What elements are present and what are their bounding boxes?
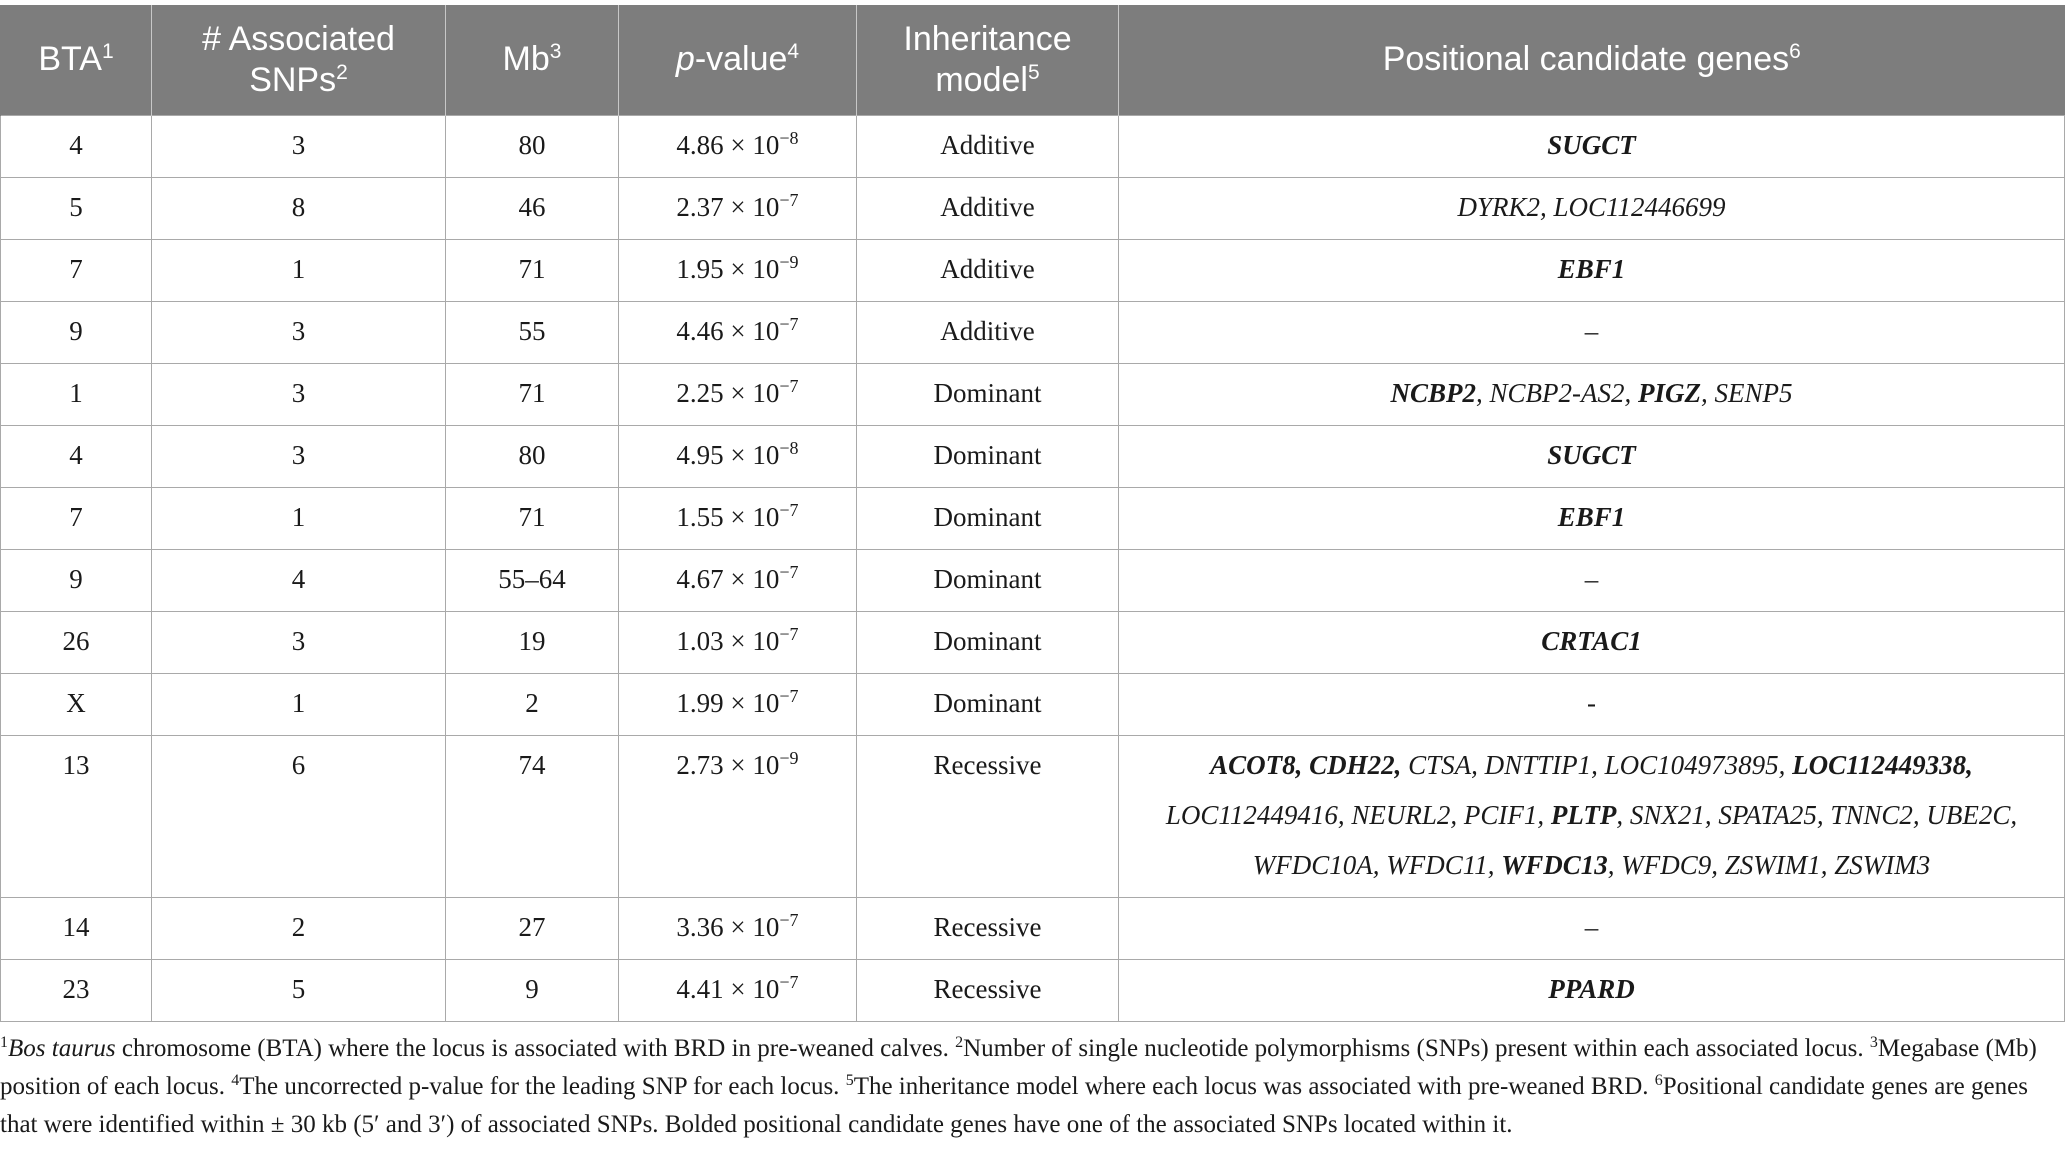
gene-bold: SUGCT: [1547, 439, 1636, 470]
cell-snps: 1: [152, 673, 446, 735]
cell-candidate-genes: [1119, 239, 2065, 301]
cell-snps: 6: [152, 735, 446, 897]
cell-mb: 55–64: [446, 549, 619, 611]
gene-bold: PPARD: [1548, 973, 1635, 1004]
p-value-base: 2.25 × 10: [676, 377, 780, 408]
gene-text: -: [1587, 687, 1596, 718]
cell-p-value: [619, 673, 857, 735]
header-candidate-genes: Positional candidate genes$^6$: [1119, 5, 2065, 115]
cell-candidate-genes: [1119, 959, 2065, 1021]
cell-p-value: [619, 959, 857, 1021]
table-row: [1, 897, 2065, 959]
cell-inheritance-model: Dominant: [857, 363, 1119, 425]
gene-bold: PLTP: [1550, 799, 1617, 830]
gene-bold: WFDC13: [1501, 849, 1608, 880]
p-value-base: 4.41 × 10: [676, 973, 780, 1004]
cell-bta: 9: [1, 301, 152, 363]
gene-bold: EBF1: [1557, 253, 1626, 284]
cell-snps: 1: [152, 487, 446, 549]
table-row: [1, 959, 2065, 1021]
cell-candidate-genes: [1119, 735, 2065, 897]
cell-bta: 1: [1, 363, 152, 425]
gene-bold: SUGCT: [1547, 129, 1636, 160]
footnote-marker: 6: [1654, 1072, 1663, 1089]
table-row: [1, 115, 2065, 177]
p-value-base: 1.99 × 10: [676, 687, 780, 718]
cell-p-value: [619, 177, 857, 239]
cell-inheritance-model: Recessive: [857, 897, 1119, 959]
cell-bta: X: [1, 673, 152, 735]
p-value-base: 4.86 × 10: [676, 129, 780, 160]
cell-mb: 80: [446, 115, 619, 177]
footnote-italic: Bos taurus: [8, 1035, 116, 1062]
gene-bold: NCBP2: [1390, 377, 1476, 408]
cell-snps: 4: [152, 549, 446, 611]
cell-p-value: [619, 611, 857, 673]
table-row: [1, 425, 2065, 487]
cell-inheritance-model: Dominant: [857, 549, 1119, 611]
cell-snps: 3: [152, 425, 446, 487]
cell-mb: 46: [446, 177, 619, 239]
cell-p-value: [619, 425, 857, 487]
header-bta: BTA$^1$: [1, 5, 152, 115]
cell-snps: 8: [152, 177, 446, 239]
cell-snps: 1: [152, 239, 446, 301]
cell-candidate-genes: [1119, 487, 2065, 549]
gene-text: , NCBP2-AS2,: [1476, 377, 1638, 408]
cell-candidate-genes: [1119, 549, 2065, 611]
cell-inheritance-model: Dominant: [857, 487, 1119, 549]
cell-p-value: [619, 115, 857, 177]
table-row: [1, 487, 2065, 549]
cell-bta: 26: [1, 611, 152, 673]
gene-text: , SENP5: [1701, 377, 1793, 408]
cell-inheritance-model: Dominant: [857, 673, 1119, 735]
cell-candidate-genes: [1119, 177, 2065, 239]
p-value-base: 1.95 × 10: [676, 253, 780, 284]
gene-text: –: [1584, 315, 1599, 346]
gene-text: , WFDC9, ZSWIM1, ZSWIM3: [1607, 849, 1931, 880]
cell-mb: 55: [446, 301, 619, 363]
cell-mb: 9: [446, 959, 619, 1021]
cell-inheritance-model: Dominant: [857, 611, 1119, 673]
cell-snps: 3: [152, 363, 446, 425]
cell-mb: 80: [446, 425, 619, 487]
cell-candidate-genes: [1119, 425, 2065, 487]
cell-p-value: [619, 549, 857, 611]
cell-bta: 4: [1, 115, 152, 177]
cell-bta: 13: [1, 735, 152, 897]
cell-p-value: [619, 301, 857, 363]
cell-candidate-genes: [1119, 363, 2065, 425]
table-row: [1, 177, 2065, 239]
cell-p-value: [619, 897, 857, 959]
cell-inheritance-model: Dominant: [857, 425, 1119, 487]
table-row: [1, 735, 2065, 897]
p-value-base: 4.67 × 10: [676, 563, 780, 594]
p-value-exponent: −8: [779, 127, 799, 148]
cell-inheritance-model: Additive: [857, 301, 1119, 363]
p-value-base: 1.55 × 10: [676, 501, 780, 532]
table-footnotes: [0, 1030, 2060, 1144]
footnote-text: The inheritance model where each locus was associated with pre-weaned BRD.: [853, 1073, 1655, 1100]
p-value-exponent: −7: [779, 189, 799, 210]
cell-bta: 9: [1, 549, 152, 611]
cell-mb: 27: [446, 897, 619, 959]
cell-inheritance-model: Recessive: [857, 735, 1119, 897]
cell-bta: 23: [1, 959, 152, 1021]
cell-inheritance-model: Additive: [857, 177, 1119, 239]
header-inheritance-model: Inheritance model$^5$: [857, 5, 1119, 115]
cell-bta: 4: [1, 425, 152, 487]
footnote-text: The uncorrected p-value for the leading SNP for each locus.: [239, 1073, 846, 1100]
p-value-exponent: −7: [779, 561, 799, 582]
cell-mb: 71: [446, 239, 619, 301]
header-mb: Mb$^3$: [446, 5, 619, 115]
p-value-exponent: −7: [779, 623, 799, 644]
p-value-exponent: −8: [779, 437, 799, 458]
cell-mb: 71: [446, 487, 619, 549]
p-value-base: 2.37 × 10: [676, 191, 780, 222]
gene-text: DYRK2, LOC112446699: [1457, 191, 1726, 222]
p-value-exponent: −7: [779, 375, 799, 396]
cell-snps: 3: [152, 301, 446, 363]
table-row: [1, 673, 2065, 735]
table-row: [1, 549, 2065, 611]
header-row: [1, 5, 2065, 115]
footnote-text: Number of single nucleotide polymorphisms (SNPs) present within each associated locus.: [963, 1035, 1870, 1062]
gene-bold: LOC112449338,: [1792, 749, 1973, 780]
gene-bold: EBF1: [1557, 501, 1626, 532]
cell-snps: 3: [152, 115, 446, 177]
footnote-marker: 4: [231, 1072, 240, 1089]
cell-candidate-genes: [1119, 301, 2065, 363]
footnote-text: Megabase (Mb) position of each locus.: [0, 1035, 2037, 1100]
gene-text: –: [1584, 563, 1599, 594]
table-body: [1, 115, 2065, 1021]
cell-inheritance-model: Additive: [857, 115, 1119, 177]
header-p-value: p-value$^4$: [619, 5, 857, 115]
footnote-marker: 3: [1869, 1034, 1878, 1051]
p-value-base: 2.73 × 10: [676, 749, 780, 780]
p-value-exponent: −9: [779, 747, 799, 768]
cell-p-value: [619, 487, 857, 549]
cell-p-value: [619, 363, 857, 425]
p-value-exponent: −9: [779, 251, 799, 272]
footnote-text: chromosome (BTA) where the locus is associated with BRD in pre-weaned calves.: [115, 1035, 956, 1062]
table-row: [1, 301, 2065, 363]
footnote-marker: 1: [0, 1034, 8, 1051]
gene-text: LOC112449416, NEURL2, PCIF1,: [1165, 799, 1551, 830]
gene-text: , SNX21, SPATA25, TNNC2, UBE2C, WFDC10A, WFDC11,: [1252, 799, 2018, 880]
cell-inheritance-model: Recessive: [857, 959, 1119, 1021]
cell-inheritance-model: Additive: [857, 239, 1119, 301]
footnote-marker: 5: [845, 1072, 854, 1089]
cell-candidate-genes: [1119, 611, 2065, 673]
gene-text: CTSA, DNTTIP1, LOC104973895,: [1401, 749, 1793, 780]
gene-bold: ACOT8, CDH22,: [1210, 749, 1402, 780]
cell-candidate-genes: [1119, 897, 2065, 959]
table-row: [1, 363, 2065, 425]
cell-mb: 19: [446, 611, 619, 673]
cell-p-value: [619, 239, 857, 301]
header-associated-snps: # Associated SNPs$^2$: [152, 5, 446, 115]
cell-snps: 3: [152, 611, 446, 673]
p-value-exponent: −7: [779, 685, 799, 706]
results-table: [0, 5, 2065, 1022]
cell-bta: 7: [1, 487, 152, 549]
cell-bta: 7: [1, 239, 152, 301]
p-value-base: 4.46 × 10: [676, 315, 780, 346]
cell-bta: 14: [1, 897, 152, 959]
p-value-exponent: −7: [779, 499, 799, 520]
p-value-base: 3.36 × 10: [676, 911, 780, 942]
cell-mb: 71: [446, 363, 619, 425]
p-value-exponent: −7: [779, 971, 799, 992]
cell-bta: 5: [1, 177, 152, 239]
gene-text: –: [1584, 911, 1599, 942]
cell-mb: 2: [446, 673, 619, 735]
cell-candidate-genes: [1119, 115, 2065, 177]
cell-mb: 74: [446, 735, 619, 897]
p-value-exponent: −7: [779, 909, 799, 930]
cell-snps: 2: [152, 897, 446, 959]
table-row: [1, 239, 2065, 301]
cell-p-value: [619, 735, 857, 897]
table-row: [1, 611, 2065, 673]
p-value-exponent: −7: [779, 313, 799, 334]
cell-candidate-genes: [1119, 673, 2065, 735]
gene-bold: PIGZ: [1638, 377, 1701, 408]
p-value-base: 4.95 × 10: [676, 439, 780, 470]
p-value-base: 1.03 × 10: [676, 625, 780, 656]
footnote-text: Positional candidate genes are genes that were identified within ± 30 kb (5′ and 3′) of associated SNPs. Bolded positional candidate genes have one of the associated SNPs located within it.: [0, 1073, 2028, 1138]
gene-bold: CRTAC1: [1541, 625, 1642, 656]
cell-snps: 5: [152, 959, 446, 1021]
footnote-marker: 2: [955, 1034, 964, 1051]
